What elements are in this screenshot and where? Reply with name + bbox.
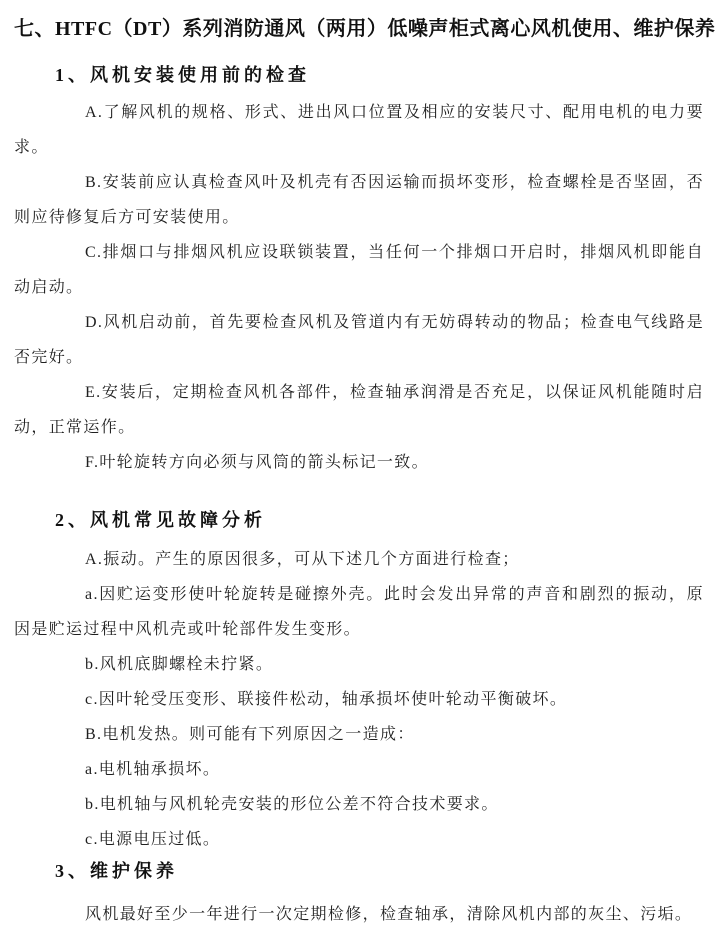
document-title: 七、HTFC（DT）系列消防通风（两用）低噪声柜式离心风机使用、维护保养: [14, 18, 716, 40]
paragraph: B.安装前应认真检查风叶及机壳有否因运输而损坏变形，检查螺栓是否坚固，否则应待修复后方可安装使用。: [14, 174, 704, 226]
paragraph: a.因贮运变形使叶轮旋转是碰擦外壳。此时会发出异常的声音和剧烈的振动，原因是贮运过程中风机壳或叶轮部件发生变形。: [14, 586, 704, 638]
paragraph: B.电机发热。则可能有下列原因之一造成：: [85, 726, 415, 743]
section-installation-check: [0, 63, 718, 480]
section-1-heading: 1、风机安装使用前的检查: [55, 65, 310, 85]
section-maintenance: [0, 859, 718, 932]
paragraph: E.安装后，定期检查风机各部件，检查轴承润滑是否充足，以保证风机能随时启动，正常运作。: [14, 384, 704, 436]
section-fault-analysis: [0, 508, 718, 857]
section-2-heading: 2、风机常见故障分析: [55, 510, 266, 530]
paragraph: b.电机轴与风机轮壳安装的形位公差不符合技术要求。: [85, 796, 499, 813]
paragraph: c.电源电压过低。: [85, 831, 221, 848]
paragraph: c.因叶轮受压变形、联接件松动，轴承损坏使叶轮动平衡破坏。: [85, 691, 568, 708]
paragraph: A.振动。产生的原因很多，可从下述几个方面进行检查；: [85, 551, 520, 568]
paragraph: C.排烟口与排烟风机应设联锁装置，当任何一个排烟口开启时，排烟风机即能自动启动。: [14, 244, 704, 296]
paragraph: 风机最好至少一年进行一次定期检修，检查轴承，清除风机内部的灰尘、污垢。: [85, 906, 693, 923]
paragraph: b.风机底脚螺栓未拧紧。: [85, 656, 274, 673]
paragraph: F.叶轮旋转方向必须与风筒的箭头标记一致。: [85, 454, 429, 471]
paragraph: A.了解风机的规格、形式、进出风口位置及相应的安装尺寸、配用电机的电力要求。: [14, 104, 704, 156]
paragraph: D.风机启动前，首先要检查风机及管道内有无妨碍转动的物品；检查电气线路是否完好。: [14, 314, 704, 366]
paragraph: a.电机轴承损坏。: [85, 761, 221, 778]
section-3-heading: 3、维护保养: [55, 861, 178, 881]
